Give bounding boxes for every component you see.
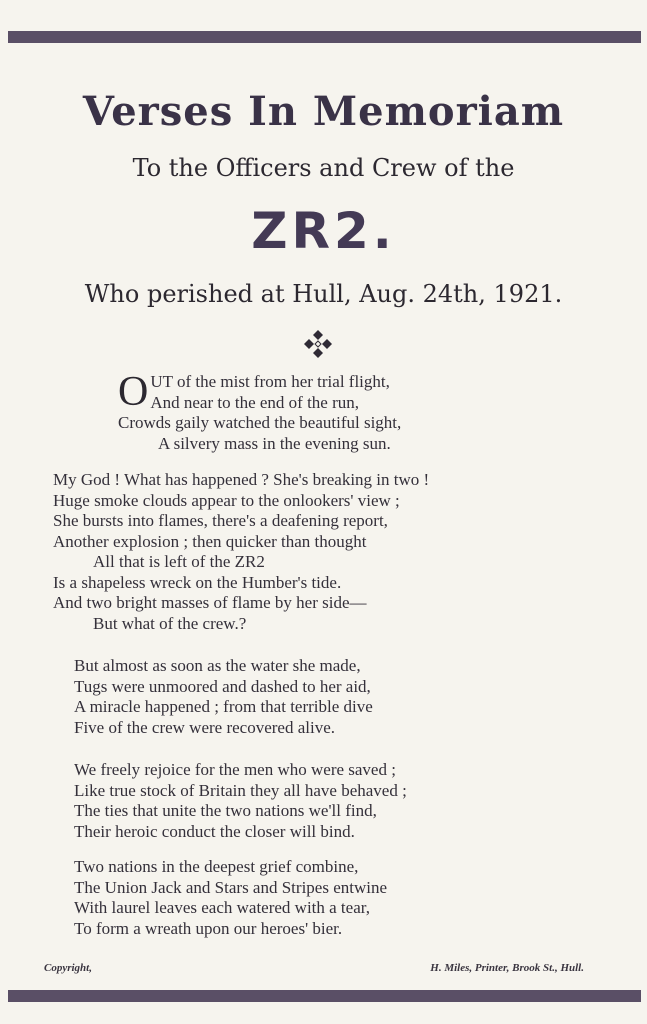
verse-line: My God ! What has happened ? She's breaking in two ! — [53, 470, 430, 489]
ship-name: ZR2. — [251, 202, 396, 260]
verse-line: Like true stock of Britain they all have behaved ; — [74, 780, 407, 800]
verse-line: Their heroic conduct the closer will bind. — [74, 821, 355, 841]
page-title: Verses In Memoriam — [82, 88, 565, 135]
verse-line: Five of the crew were recovered alive. — [74, 717, 336, 737]
diamond-cluster-ornament-icon — [301, 327, 335, 361]
verse-line: Crowds gaily watched the beautiful sight, — [118, 413, 402, 432]
copyright-notice: Copyright, — [44, 962, 92, 974]
verse-line: Another explosion ; then quicker than thought — [53, 531, 367, 551]
verse-line: Huge smoke clouds appear to the onlookers' view ; — [53, 490, 400, 510]
verse-line: And two bright masses of flame by her side— — [53, 593, 367, 612]
verse-line: We freely rejoice for the men who were saved ; — [74, 760, 396, 779]
verse-line: But what of the crew.? — [93, 613, 247, 633]
verse-stanza-4 — [74, 760, 407, 842]
verse-line: The ties that unite the two nations we'll find, — [74, 801, 377, 820]
drop-cap: O — [118, 369, 149, 415]
verse-line: The Union Jack and Stars and Stripes entwine — [74, 877, 388, 897]
dedication-subtitle: To the Officers and Crew of the — [132, 154, 515, 182]
bottom-border-rule — [8, 990, 641, 1002]
verse-line: All that is left of the ZR2 — [93, 552, 265, 571]
verse-stanza-2 — [53, 470, 429, 634]
verse-line: She bursts into flames, there's a deafening report, — [53, 511, 388, 530]
verse-line: Tugs were unmoored and dashed to her aid, — [74, 676, 371, 696]
verse-line: Two nations in the deepest grief combine, — [74, 857, 359, 876]
verse-stanza-1 — [118, 369, 402, 454]
verse-line: UT of the mist from her trial flight, — [150, 372, 390, 391]
verse-stanza-5 — [74, 857, 387, 939]
verse-line: And near to the end of the run, — [150, 392, 360, 412]
verse-line: A silvery mass in the evening sun. — [158, 433, 391, 453]
perished-date-line: Who perished at Hull, Aug. 24th, 1921. — [84, 280, 563, 308]
verse-line: With laurel leaves each watered with a tear, — [74, 898, 370, 917]
verse-line: A miracle happened ; from that terrible dive — [74, 697, 373, 716]
verse-line: Is a shapeless wreck on the Humber's tide. — [53, 572, 342, 592]
printer-credit: H. Miles, Printer, Brook St., Hull. — [430, 962, 584, 974]
top-border-rule — [8, 31, 641, 43]
verse-stanza-3 — [74, 656, 373, 738]
verse-line: But almost as soon as the water she made, — [74, 656, 361, 675]
verse-line: To form a wreath upon our heroes' bier. — [74, 918, 343, 938]
